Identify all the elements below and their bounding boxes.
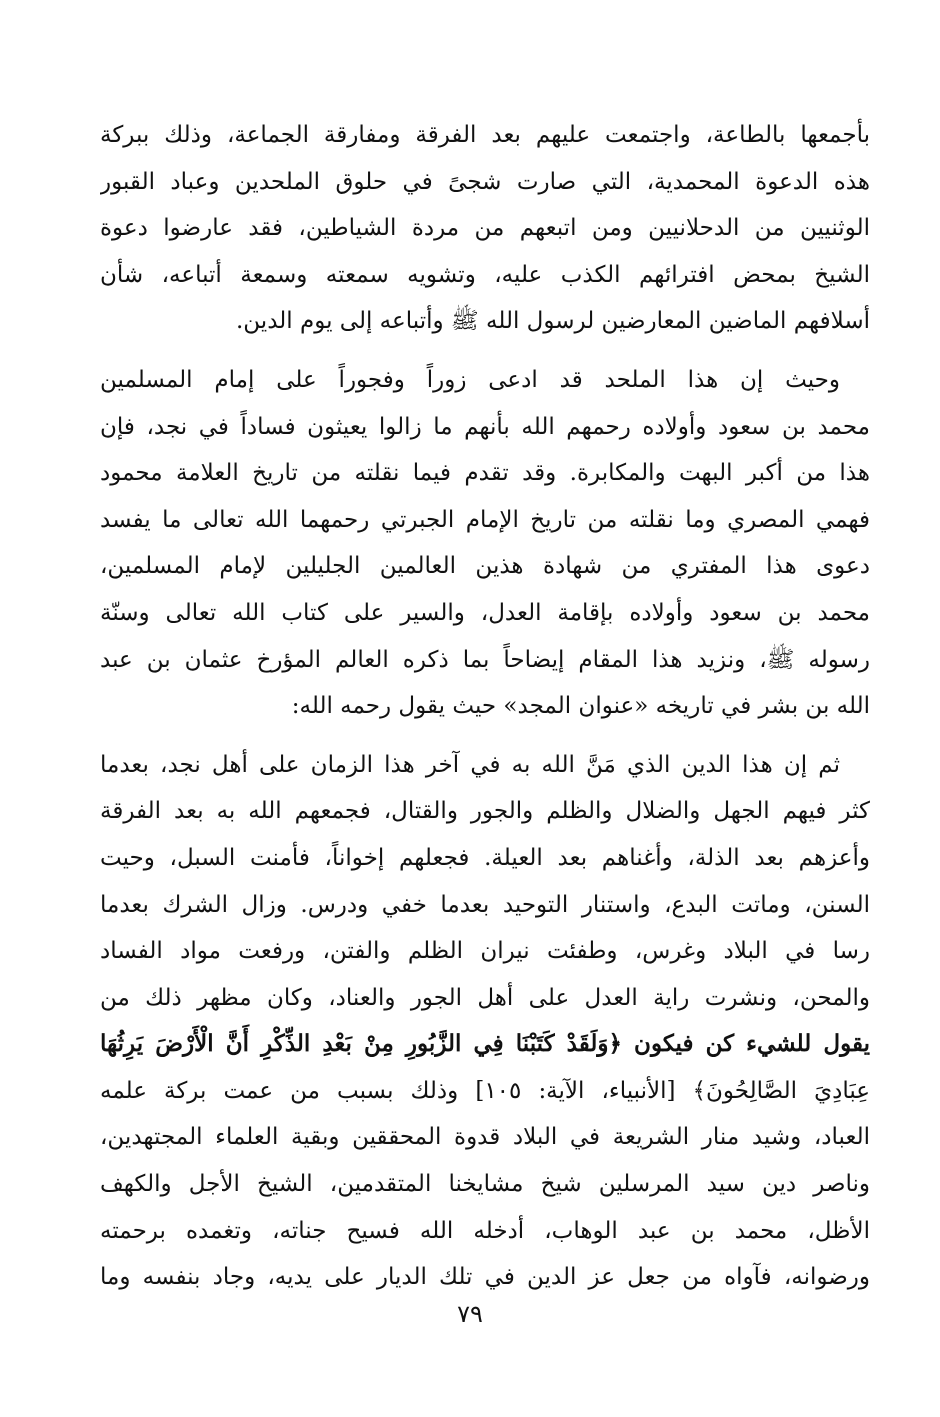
text-line: دعوى هذا المفتري من شهادة هذين العالمين الجليلين لإمام المسلمين، — [100, 553, 870, 580]
text-line: الأظل، محمد بن عبد الوهاب، أدخله الله فسيح جناته، وتغمده برحمته — [100, 1217, 870, 1244]
text-line: ثم إن هذا الدين الذي مَنَّ الله به في آخر هذا الزمان على أهل نجد، بعدما — [100, 751, 840, 778]
text-line: بأجمعها بالطاعة، واجتمعت عليهم بعد الفرقة ومفارقة الجماعة، وذلك ببركة — [100, 122, 870, 148]
text-line: أسلافهم الماضين المعارضين لرسول الله ﷺ وأتباعه إلى يوم الدين. — [235, 308, 870, 335]
text-line: وأعزهم بعد الذلة، وأغناهم بعد العيلة. فجعلهم إخواناً، فأمنت السبل، وحيت — [100, 844, 870, 871]
text-line: العباد، وشيد منار الشريعة في البلاد قدوة المحققين وبقية العلماء المجتهدين، — [100, 1124, 870, 1151]
text-line: وحيث إن هذا الملحد قد ادعى زوراً وفجوراً على إمام المسلمين — [100, 366, 840, 393]
page-body — [100, 112, 870, 1301]
paragraph-1 — [100, 112, 870, 345]
text-line: الشيخ بمحض افترائهم الكذب عليه، وتشويه سمعته وسمعة أتباعه، شأن — [100, 261, 870, 288]
text-line: الله بن بشر في تاريخه «عنوان المجد» حيث يقول رحمه الله: — [291, 693, 870, 720]
text-line: وناصر دين سيد المرسلين شيخ مشايخنا المتقدمين، الشيخ الأجل والكهف — [100, 1171, 870, 1198]
text-line: هذا من أكبر البهت والمكابرة. وقد تقدم فيما نقلته من تاريخ العلامة محمود — [100, 460, 870, 487]
text-line: عِبَادِيَ الصَّالِحُونَ﴾ [الأنبياء، الآية: ١٠٥] وذلك بسبب من عمت بركة علمه — [100, 1077, 870, 1104]
text-line: السنن، وماتت البدع، واستنار التوحيد بعدما خفي ودرس. وزال الشرك بعدما — [100, 891, 870, 918]
paragraph-3 — [100, 742, 870, 1301]
quran-verse-line: يقول للشيء كن فيكون ﴿وَلَقَدْ كَتَبْنَا فِي الزَّبُورِ مِنْ بَعْدِ الذِّكْرِ أَنَّ الْأَرْضَ يَرِثُهَا — [100, 1030, 870, 1058]
text-line: فهمي المصري وما نقلته من تاريخ الإمام الجبرتي رحمهما الله تعالى ما يفسد — [100, 506, 870, 533]
text-line: الوثنيين من الدحلانيين ومن اتبعهم من مردة الشياطين، فقد عارضوا دعوة — [100, 215, 870, 242]
text-line: والمحن، ونشرت راية العدل على أهل الجور والعناد، وكان مظهر ذلك من — [100, 984, 870, 1011]
text-line: رسا في البلاد وغرس، وطفئت نيران الظلم والفتن، ورفعت مواد الفساد — [100, 938, 870, 965]
text-line: كثر فيهم الجهل والضلال والظلم والجور والقتال، فجمعهم الله به بعد الفرقة — [100, 798, 870, 825]
paragraph-2 — [100, 357, 870, 730]
text-line: رسوله ﷺ، ونزيد هذا المقام إيضاحاً بما ذكره العالم المؤرخ عثمان بن عبد — [100, 646, 870, 673]
page-number: ٧٩ — [457, 1300, 483, 1328]
text-line: هذه الدعوة المحمدية، التي صارت شجىً في حلوق الملحدين وعباد القبور — [100, 168, 870, 195]
text-line: ورضوانه، فآواه من جعل عز الدين في تلك الديار على يديه، وجاد بنفسه وما — [100, 1264, 870, 1291]
text-line: محمد بن سعود وأولاده رحمهم الله بأنهم ما زالوا يعيثون فساداً في نجد، فإن — [100, 413, 870, 440]
text-line: محمد بن سعود وأولاده بإقامة العدل، والسير على كتاب الله تعالى وسنّة — [100, 599, 870, 626]
